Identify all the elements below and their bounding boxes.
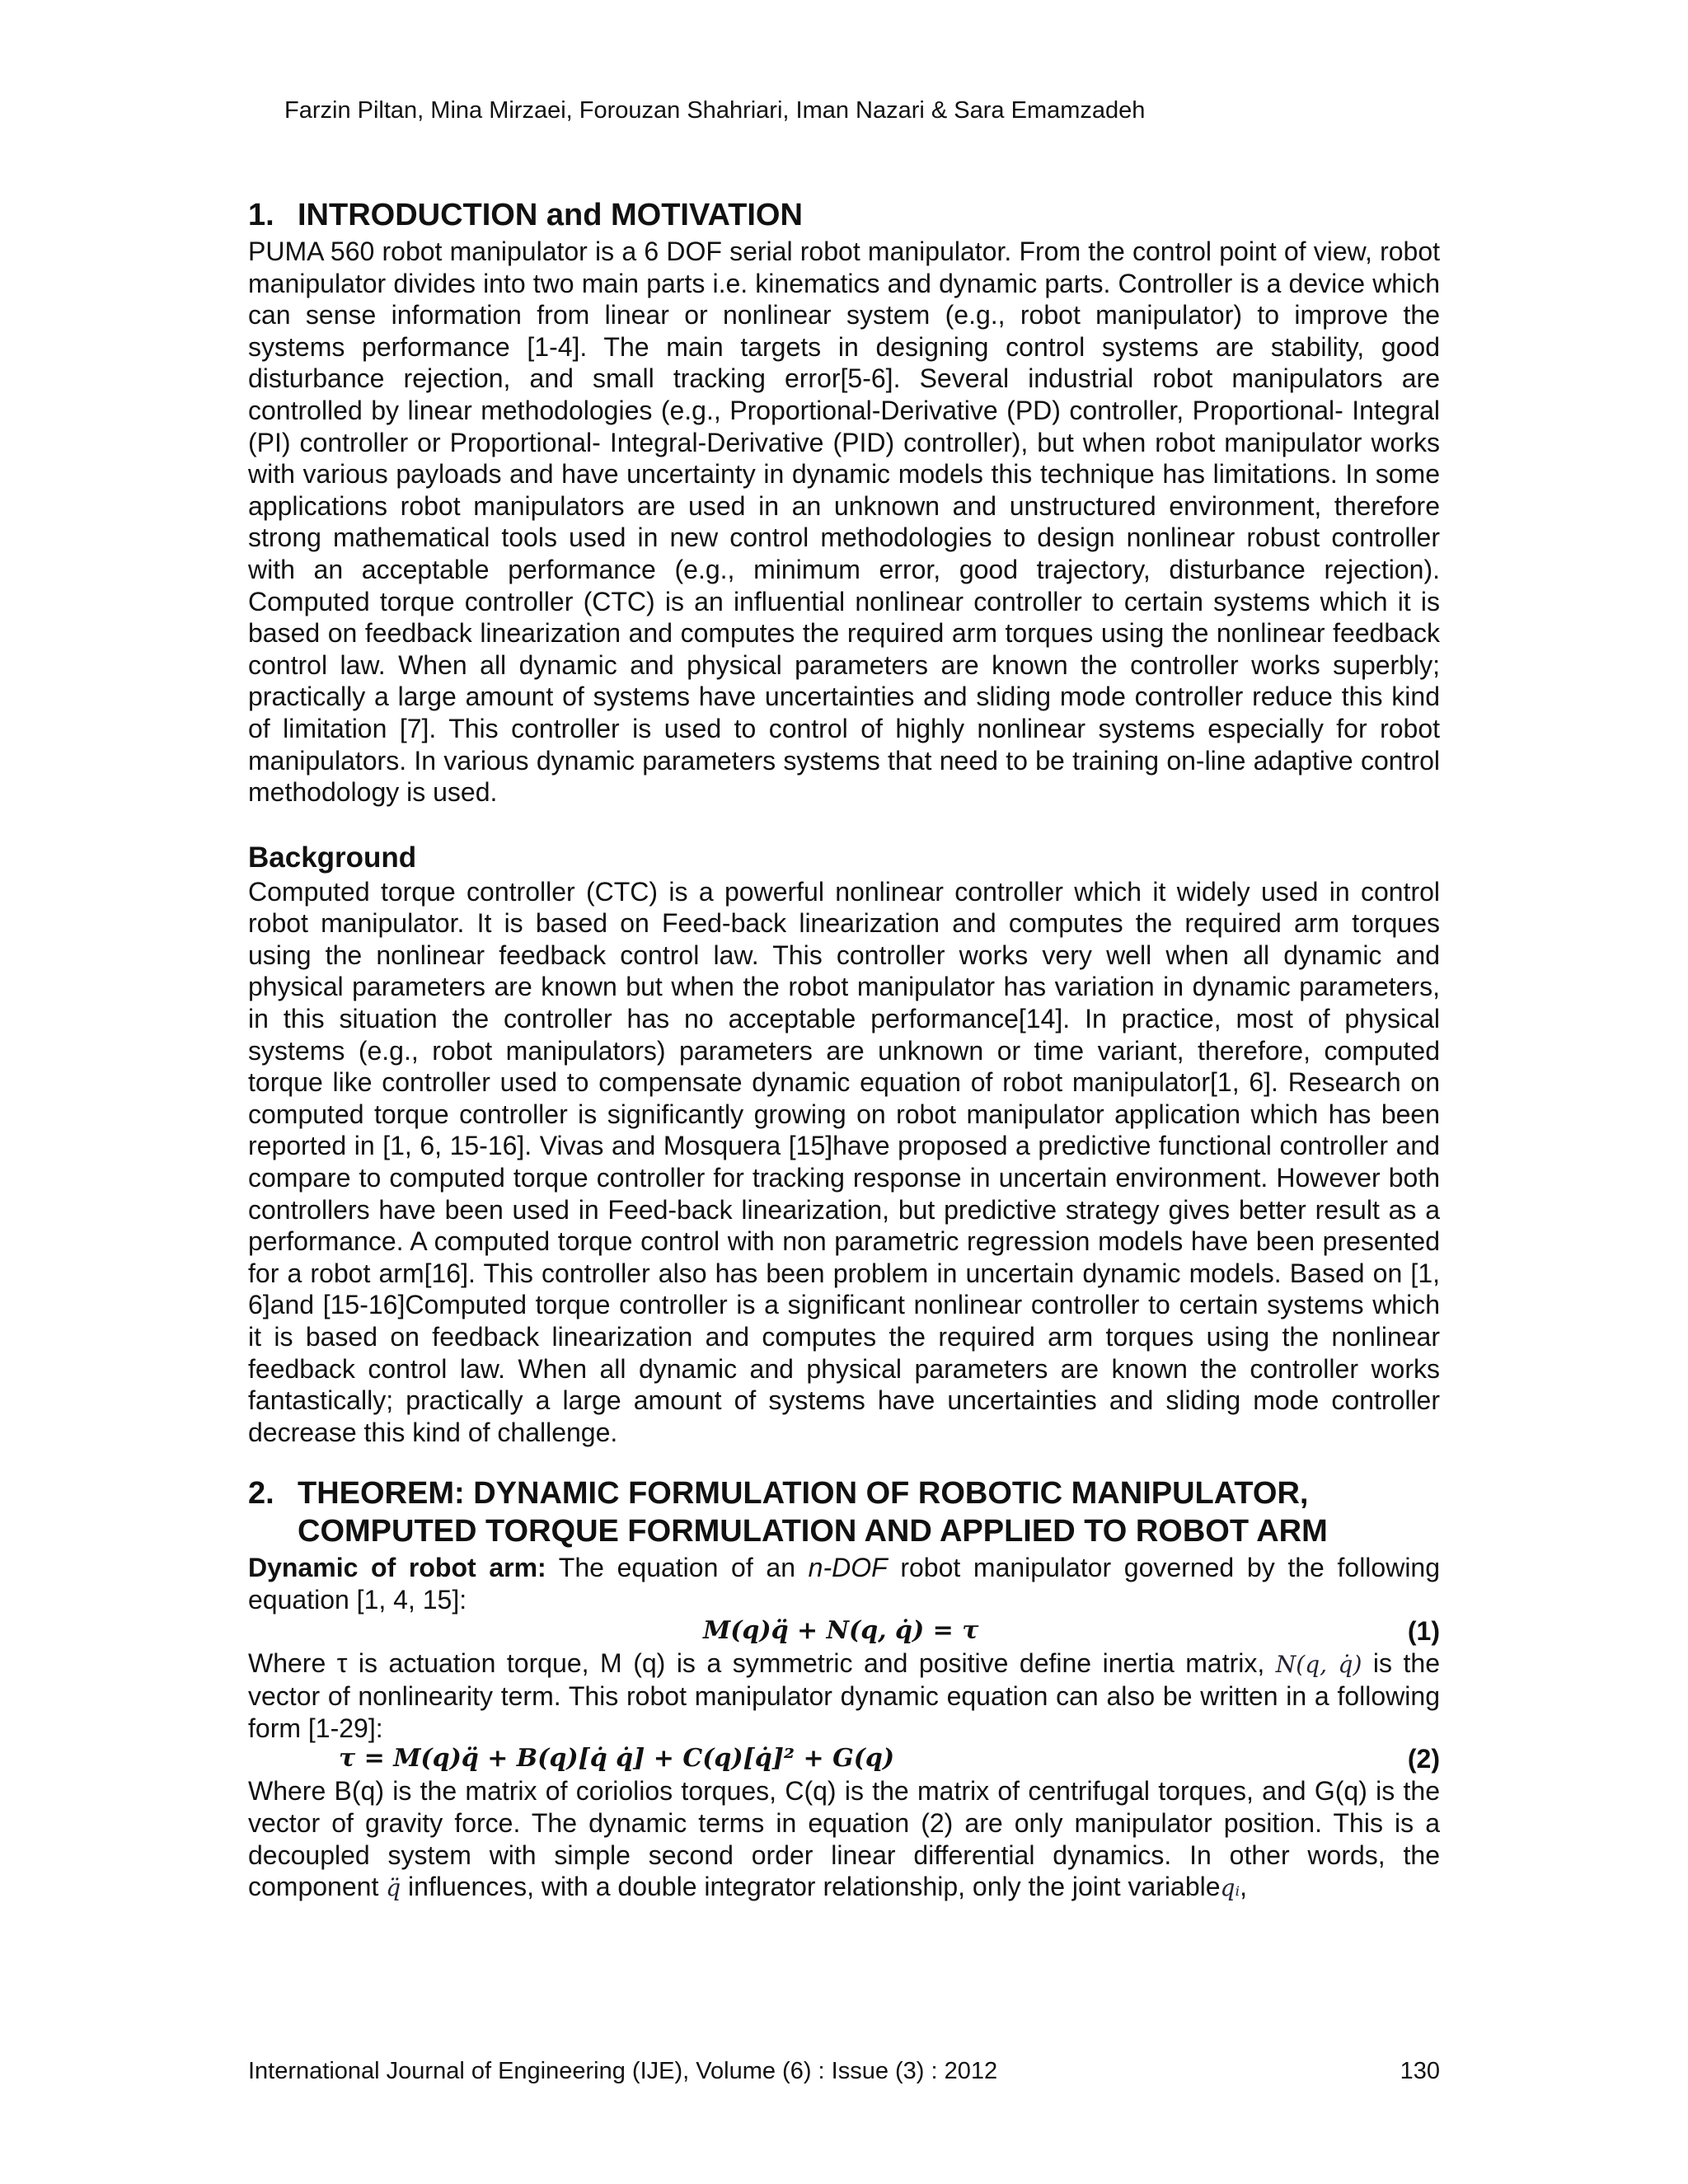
equation-2: τ = M(q)q̈ + B(q)[q̇ q̇] + C(q)[q̇]² + G(q) bbox=[339, 1744, 895, 1774]
dynamic-paragraph bbox=[248, 1552, 1440, 1615]
text-run: Where B(q) is the matrix of coriolios torques, C(q) is the matrix of centrifugal torques, and G(q) is the vector of gravity force. The dynamic terms in equation (2) are only manipulator position. This is a decoupled system with simple second order linear differential dynamics. In other words, the component bbox=[248, 1776, 1440, 1902]
section-title-line-1: THEOREM: DYNAMIC FORMULATION OF ROBOTIC MANIPULATOR, bbox=[298, 1476, 1309, 1511]
page-content bbox=[248, 196, 1440, 1905]
where-paragraph-2 bbox=[248, 1775, 1440, 1904]
text-run: , bbox=[1240, 1872, 1247, 1902]
text-run: robot manipulator governed by the following equation [1, 4, 15]: bbox=[248, 1553, 1441, 1615]
equation-1-number: (1) bbox=[1407, 1615, 1440, 1646]
equation-2-row bbox=[248, 1744, 1440, 1775]
section-title: INTRODUCTION and MOTIVATION bbox=[298, 198, 803, 232]
text-run: is the vector of nonlinearity term. This robot manipulator dynamic equation can also be written in a following form [1-29]: bbox=[248, 1647, 1441, 1743]
text-run: influences, with a double integrator relationship, only the joint variable bbox=[401, 1872, 1221, 1902]
section-number: 2. bbox=[248, 1476, 274, 1511]
equation-1: M(q)q̈ + N(q, q̇) = τ bbox=[703, 1615, 979, 1645]
where-paragraph-1 bbox=[248, 1647, 1440, 1745]
text-run: The equation of an bbox=[546, 1553, 809, 1583]
running-head-authors: Farzin Piltan, Mina Mirzaei, Forouzan Shahriari, Iman Nazari & Sara Emamzadeh bbox=[284, 97, 1146, 124]
background-heading: Background bbox=[248, 841, 417, 874]
ndof-term: n-DOF bbox=[808, 1553, 888, 1583]
section-title-line-2: COMPUTED TORQUE FORMULATION AND APPLIED TO ROBOT ARM bbox=[298, 1514, 1328, 1549]
section-1-heading bbox=[248, 196, 1440, 234]
background-paragraph: Computed torque controller (CTC) is a powerful nonlinear controller which it widely used in control robot manipulator. It is based on Feed-back linearization and computes the required arm torques using the nonlinear feedback control law. This controller works very well when all dynamic and physical parameters are known but when the robot manipulator has variation in dynamic parameters, in this situation the controller has no acceptable performance[14]. In practice, most of physical systems (e.g., robot manipulators) parameters are unknown or time variant, therefore, computed torque like controller used to compensate dynamic equation of robot manipulator[1, 6]. Research on computed torque controller is significantly growing on robot manipulator application which has been reported in [1, 6, 15-16]. Vivas and Mosquera [15]have proposed a predictive functional controller and compare to computed torque controller for tracking response in uncertain environment. However both controllers have been used in Feed-back linearization, but predictive strategy gives better result as a performance. A computed torque control with non parametric regression models have been presented for a robot arm[16]. This controller also has been problem in uncertain dynamic models. Based on [1, 6]and [15-16]Computed torque controller is a significant nonlinear controller to certain systems which it is based on feedback linearization and computes the required arm torques using the nonlinear feedback control law. When all dynamic and physical parameters are known the controller works fantastically; practically a large amount of systems have uncertainties and sliding mode controller decrease this kind of challenge. bbox=[248, 876, 1440, 1447]
equation-2-number: (2) bbox=[1407, 1744, 1440, 1774]
section-number: 1. bbox=[248, 198, 274, 232]
nonlinearity-term: N(q, q̇) bbox=[1275, 1650, 1362, 1678]
joint-variable-term: qᵢ bbox=[1220, 1874, 1240, 1902]
run-in-heading: Dynamic of robot arm: bbox=[248, 1553, 546, 1583]
text-run: Where τ is actuation torque, M (q) is a symmetric and positive define inertia matrix, bbox=[248, 1647, 1276, 1678]
equation-1-row bbox=[248, 1616, 1440, 1647]
page-footer bbox=[248, 2058, 1440, 2085]
page-number: 130 bbox=[1400, 2058, 1440, 2084]
section-2-heading bbox=[248, 1474, 1440, 1550]
section-1-paragraph: PUMA 560 robot manipulator is a 6 DOF serial robot manipulator. From the control point of view, robot manipulator divides into two main parts i.e. kinematics and dynamic parts. Controller is a device which can sense information from linear or nonlinear system (e.g., robot manipulator) to improve the systems performance [1-4]. The main targets in designing control systems are stability, good disturbance rejection, and small tracking error[5-6]. Several industrial robot manipulators are controlled by linear methodologies (e.g., Proportional-Derivative (PD) controller, Proportional- Integral (PI) controller or Proportional- Integral-Derivative (PID) controller), but when robot manipulator works with various payloads and have uncertainty in dynamic models this technique has limitations. In some applications robot manipulators are used in an unknown and unstructured environment, therefore strong mathematical tools used in new control methodologies to design nonlinear robust controller with an acceptable performance (e.g., minimum error, good trajectory, disturbance rejection). Computed torque controller (CTC) is an influential nonlinear controller to certain systems which it is based on feedback linearization and computes the required arm torques using the nonlinear feedback control law. When all dynamic and physical parameters are known the controller works superbly; practically a large amount of systems have uncertainties and sliding mode controller reduce this kind of limitation [7]. This controller is used to control of highly nonlinear systems especially for robot manipulators. In various dynamic parameters systems that need to be training on-line adaptive control methodology is used. bbox=[248, 237, 1440, 808]
journal-citation: International Journal of Engineering (IJE), Volume (6) : Issue (3) : 2012 bbox=[248, 2058, 998, 2084]
qddot-term: q̈ bbox=[386, 1874, 401, 1902]
